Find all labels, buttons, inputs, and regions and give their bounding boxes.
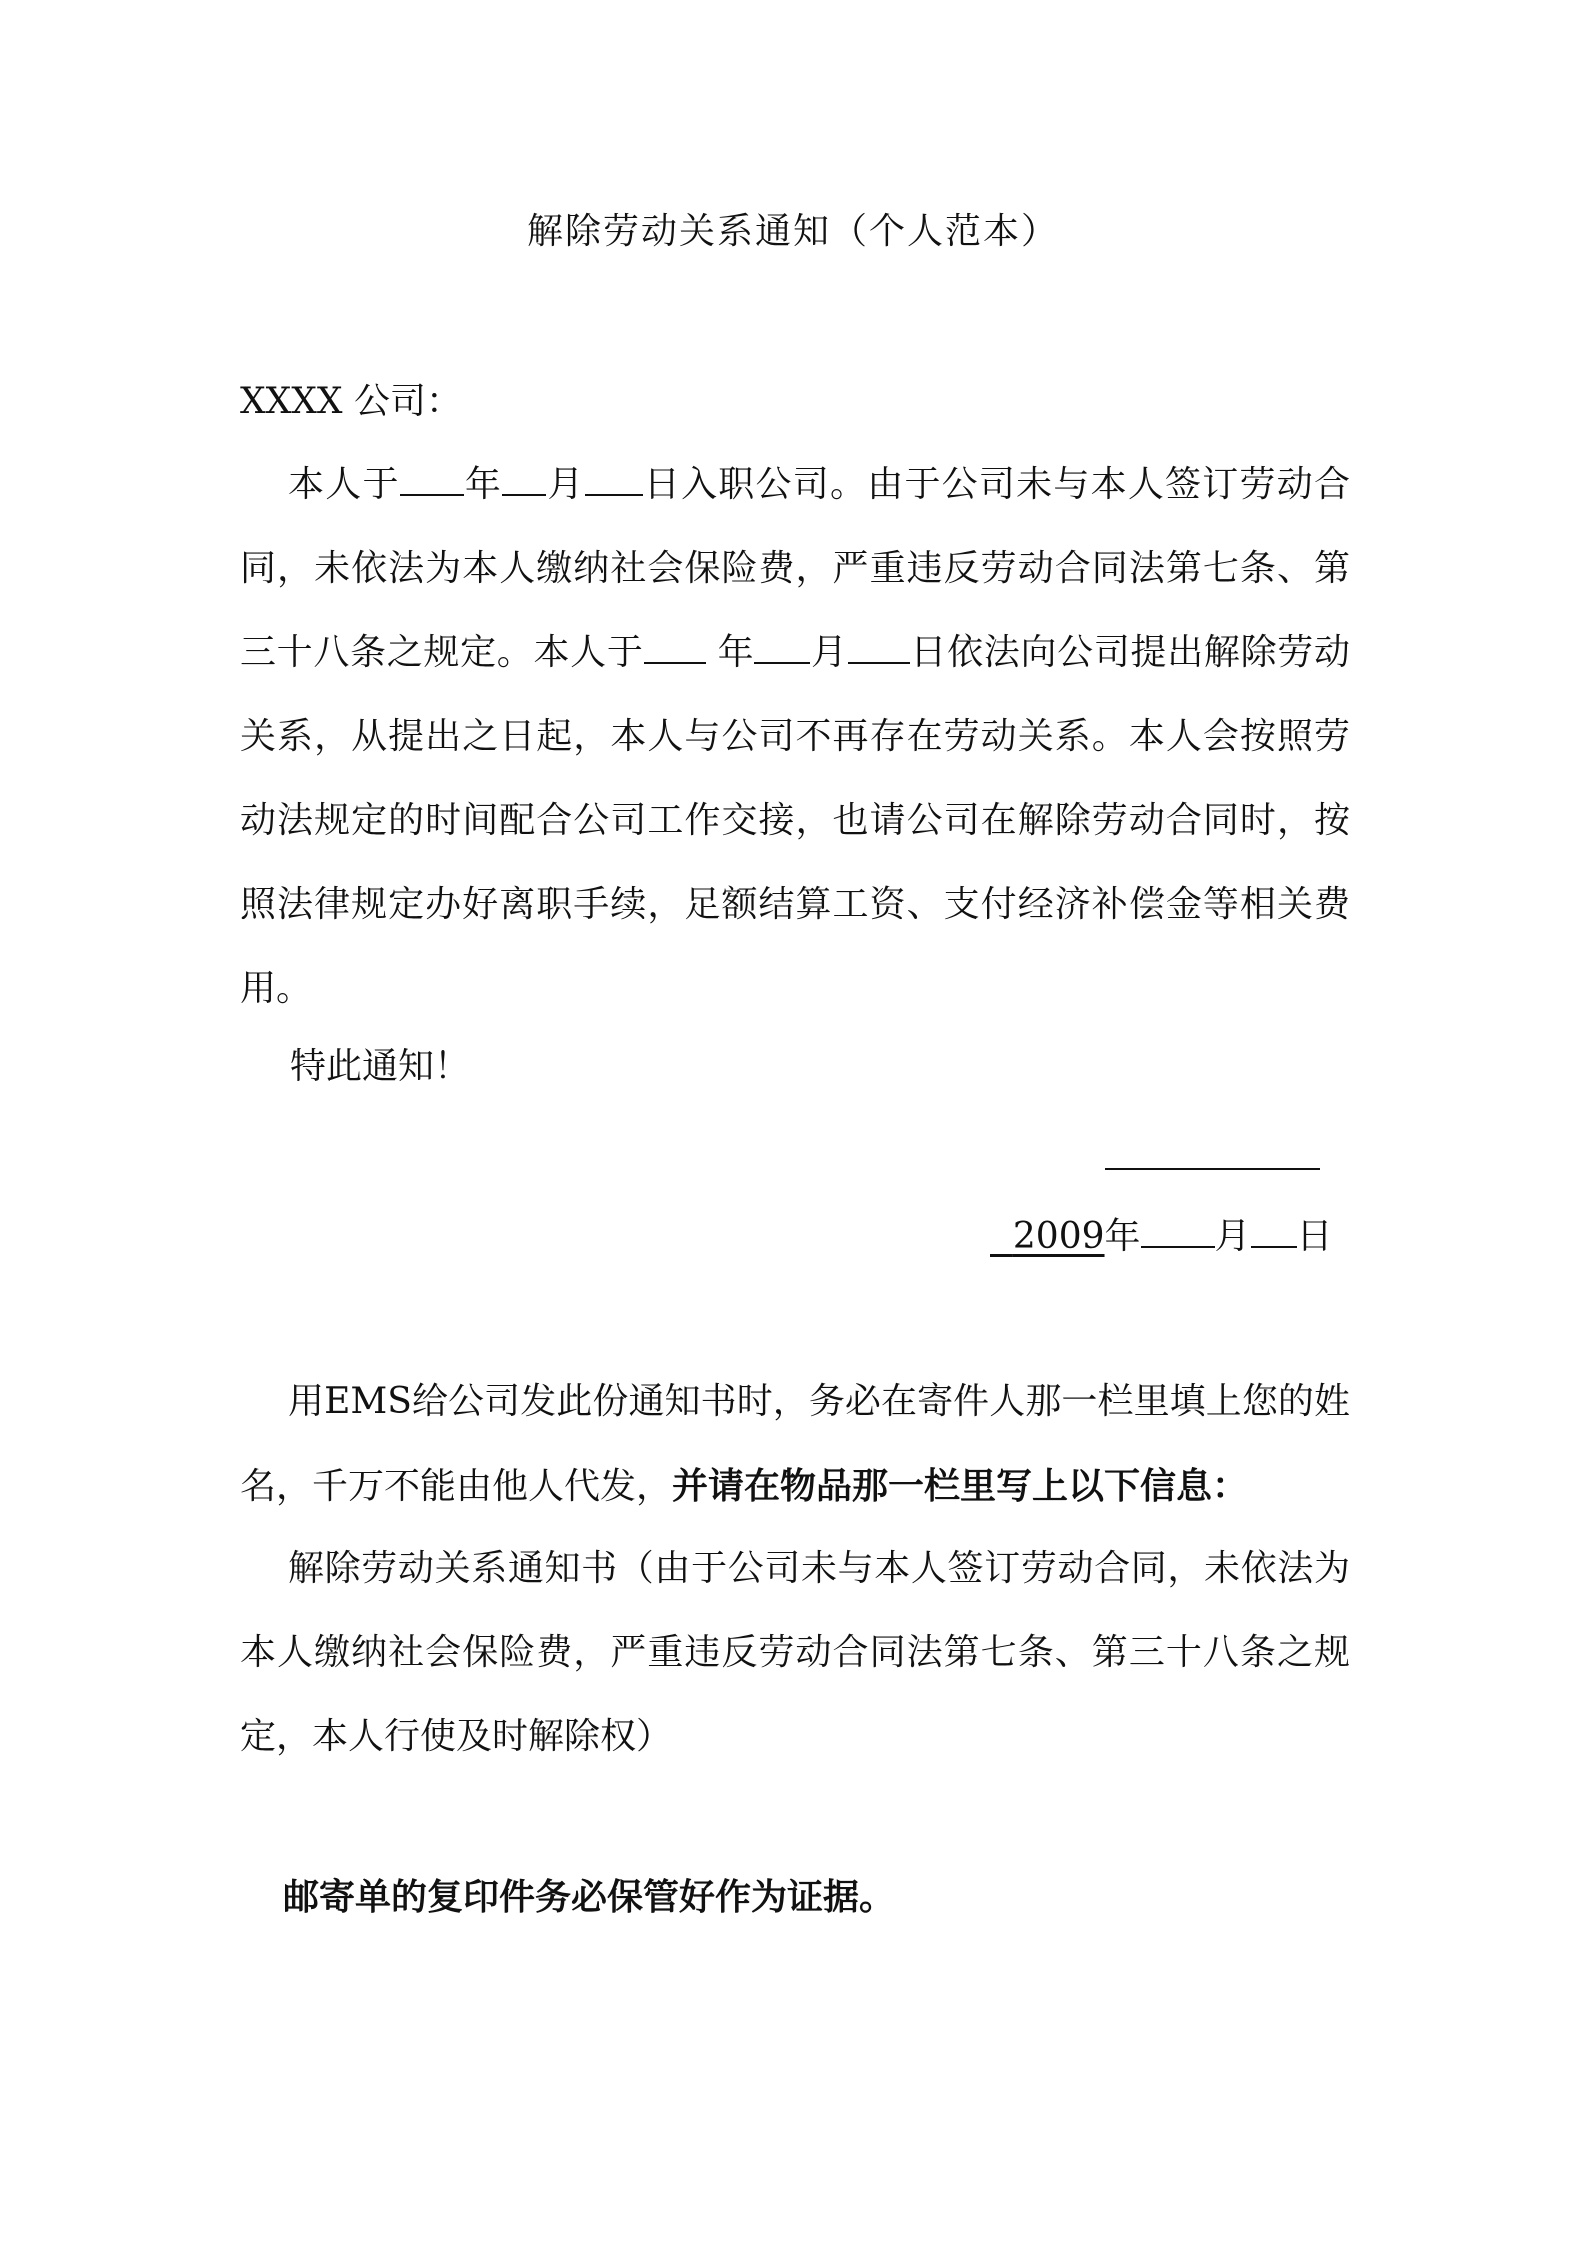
salutation: XXXX 公司：: [240, 381, 462, 422]
text-segment: 年: [705, 632, 755, 673]
date-day-suffix: 日: [1296, 1216, 1333, 1257]
date-year: [990, 1216, 1105, 1257]
bold-instruction: 并请在物品那一栏里写上以下信息：: [672, 1465, 1249, 1507]
text-segment: 年: [463, 464, 503, 505]
blank-day: [848, 628, 910, 664]
body-paragraph-3: 解除劳动关系通知书（由于公司未与本人签订劳动合同，未依法为本人缴纳社会保险费，严重违反劳动合同法第七条、第三十八条之规定，本人行使及时解除权）: [240, 1548, 1350, 1757]
blank-day: [1251, 1212, 1297, 1248]
closing-notice: 特此通知！: [290, 1046, 471, 1087]
date-year-suffix: 年: [1104, 1216, 1141, 1257]
blank-year: [400, 460, 464, 496]
date-line: [990, 1195, 1333, 1279]
date-month-suffix: 月: [1214, 1216, 1251, 1257]
blank-day: [585, 460, 643, 496]
date-year-value: 2009: [1012, 1216, 1105, 1257]
blank-month: [1141, 1212, 1215, 1248]
text-segment: 本人于: [288, 464, 400, 505]
footer-note: 邮寄单的复印件务必保管好作为证据。: [283, 1876, 896, 1918]
signature-line: [1105, 1168, 1320, 1170]
blank-month: [754, 628, 810, 664]
text-segment: 日依法向公司提出解除劳动关系，从提出之日起，本人与公司不再存在劳动关系。本人会按照劳动法规定的时间配合公司工作交接，也请公司在解除劳动合同时，按照法律规定办好离职手续，足额结算工资、支付经济补偿金等相关费用。: [240, 632, 1350, 1009]
page-title: 解除劳动关系通知（个人范本）: [526, 211, 1059, 252]
text-segment: 月: [810, 632, 848, 673]
body-paragraph-1: [240, 443, 1350, 1031]
text-segment: 日入职公司。由于公司未与本人签订劳动合同，未依法为本人缴纳社会保险费，严重违反劳动合同法第七条、第三十八条之规定。本人于: [240, 464, 1350, 673]
blank-month: [502, 460, 546, 496]
blank-year: [644, 628, 706, 664]
text-segment: 用EMS给公司发此份通知书时，务必在寄件人那一栏里填上您的姓名，千万不能由他人代发，: [240, 1381, 1350, 1507]
text-segment: 月: [546, 464, 585, 505]
body-paragraph-2: [240, 1360, 1350, 1529]
